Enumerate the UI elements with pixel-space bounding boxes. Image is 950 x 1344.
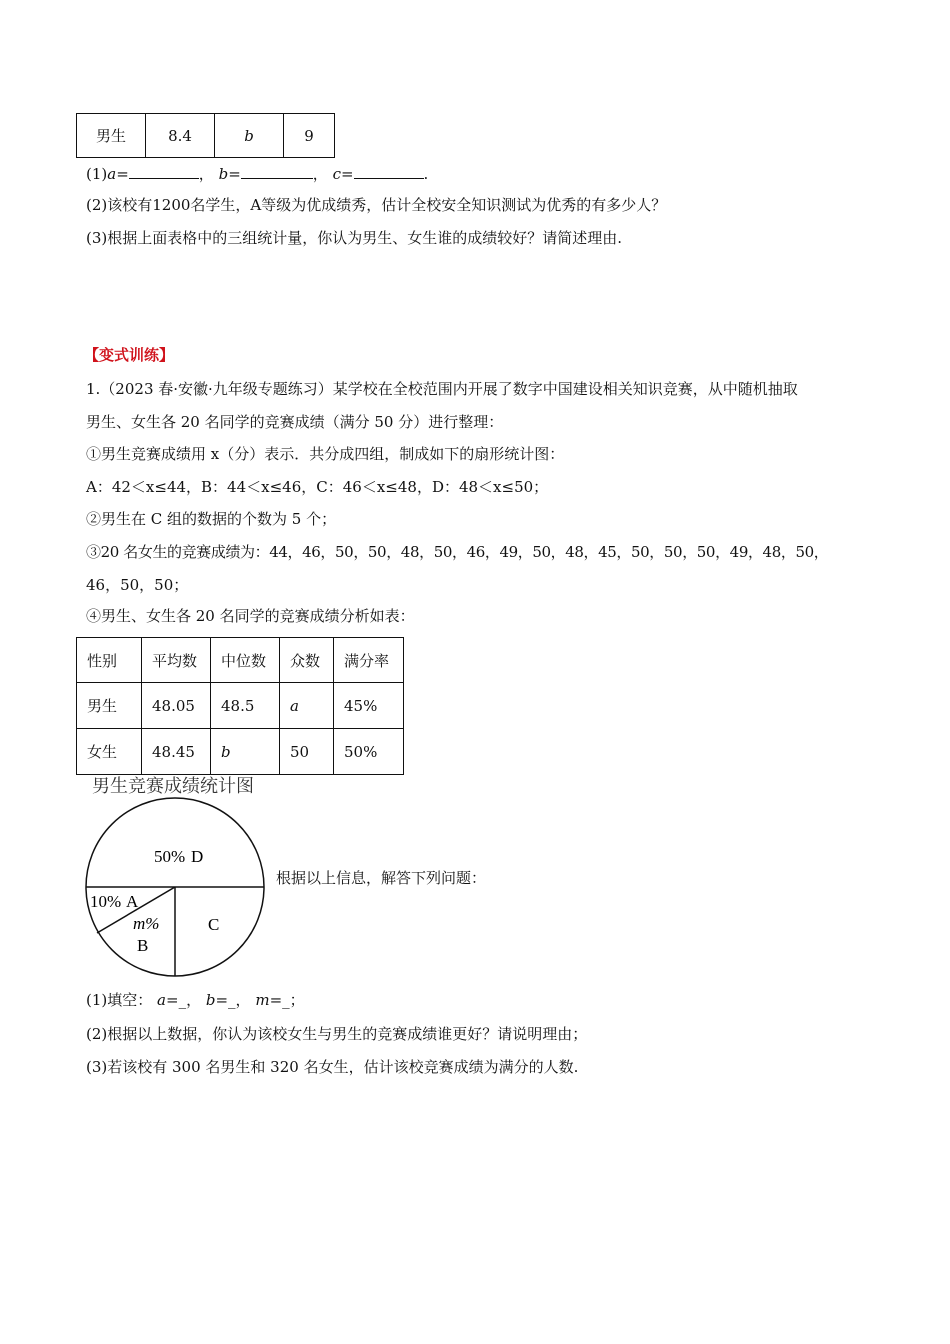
table-cell: 男生 <box>77 114 146 158</box>
problem-line: 1.（2023 春·安徽·九年级专题练习）某学校在全校范围内开展了数字中国建设相关知识竞赛，从中随机抽取 <box>86 380 798 398</box>
table-cell: 50% <box>334 729 404 775</box>
table-cell: 9 <box>284 114 335 158</box>
fill-question-3: (3)若该校有 300 名男生和 320 名女生，估计该校竞赛成绩为满分的人数. <box>86 1058 579 1076</box>
table-header: 满分率 <box>334 638 404 683</box>
fill-question-2: (2)根据以上数据，你认为该校女生与男生的竞赛成绩谁更好？请说明理由； <box>86 1025 588 1043</box>
chart-title: 男生竞赛成绩统计图 <box>92 776 254 796</box>
answer-blank-c[interactable] <box>354 164 424 179</box>
table-cell: a <box>280 683 334 729</box>
slice-a-label: A <box>126 892 139 911</box>
table-row <box>77 729 404 775</box>
answer-blank-m[interactable]: _ <box>282 991 290 1009</box>
table-cell: 48.5 <box>211 683 280 729</box>
slice-d-percent: 50% <box>154 847 186 866</box>
slice-b-label: B <box>137 936 149 955</box>
answer-blank-b[interactable]: _ <box>228 991 236 1009</box>
problem-item-2: ②男生在 C 组的数据的个数为 5 个； <box>86 510 337 528</box>
table-header: 众数 <box>280 638 334 683</box>
table-cell: b <box>211 729 280 775</box>
question-3: (3)根据上面表格中的三组统计量，你认为男生、女生谁的成绩较好？请简述理由. <box>86 229 623 247</box>
fill-question-1: (1)填空： a=_， b=_， m=_； <box>86 991 305 1009</box>
table-cell: 8.4 <box>146 114 215 158</box>
answer-blank-b[interactable] <box>241 164 313 179</box>
table-cell: 45% <box>334 683 404 729</box>
group-definitions: A：42＜x≤44，B：44＜x≤46，C：46＜x≤48，D：48＜x≤50； <box>86 478 549 496</box>
table-header-row <box>77 638 404 683</box>
top-score-table <box>76 113 335 158</box>
table-header: 性别 <box>77 638 142 683</box>
answer-blank-a[interactable] <box>129 164 199 179</box>
table-header: 平均数 <box>142 638 211 683</box>
problem-item-4: ④男生、女生各 20 名同学的竞赛成绩分析如表： <box>86 607 415 625</box>
table-header: 中位数 <box>211 638 280 683</box>
pie-chart <box>80 770 280 980</box>
table-cell: 女生 <box>77 729 142 775</box>
table-cell: b <box>215 114 284 158</box>
problem-line: 男生、女生各 20 名同学的竞赛成绩（满分 50 分）进行整理： <box>86 413 504 431</box>
instruction-text: 根据以上信息，解答下列问题： <box>276 869 487 887</box>
problem-item-3-cont: 46，50，50； <box>86 576 189 594</box>
problem-item-1: ①男生竞赛成绩用 x（分）表示．共分成四组，制成如下的扇形统计图： <box>86 445 565 463</box>
question-1: (1)a= ， b= ， c= . <box>86 165 429 183</box>
section-title: 【变式训练】 <box>84 346 175 364</box>
slice-a-percent: 10% <box>90 892 122 911</box>
problem-item-3: ③20 名女生的竞赛成绩为：44，46，50，50，48，50，46，49，50，48，45，50，50，50，49，48，50， <box>86 543 829 561</box>
table-cell: 48.05 <box>142 683 211 729</box>
table-row <box>77 683 404 729</box>
slice-c-label: C <box>208 915 220 934</box>
table-cell: 50 <box>280 729 334 775</box>
question-2: (2)该校有1200名学生，A等级为优成绩秀，估计全校安全知识测试为优秀的有多少人？ <box>86 196 667 214</box>
stats-table <box>76 637 404 775</box>
slice-d-label: D <box>191 847 204 866</box>
table-cell: 48.45 <box>142 729 211 775</box>
answer-blank-a[interactable]: _ <box>178 991 187 1009</box>
table-row <box>77 114 335 158</box>
slice-b-percent: m% <box>133 914 160 933</box>
table-cell: 男生 <box>77 683 142 729</box>
